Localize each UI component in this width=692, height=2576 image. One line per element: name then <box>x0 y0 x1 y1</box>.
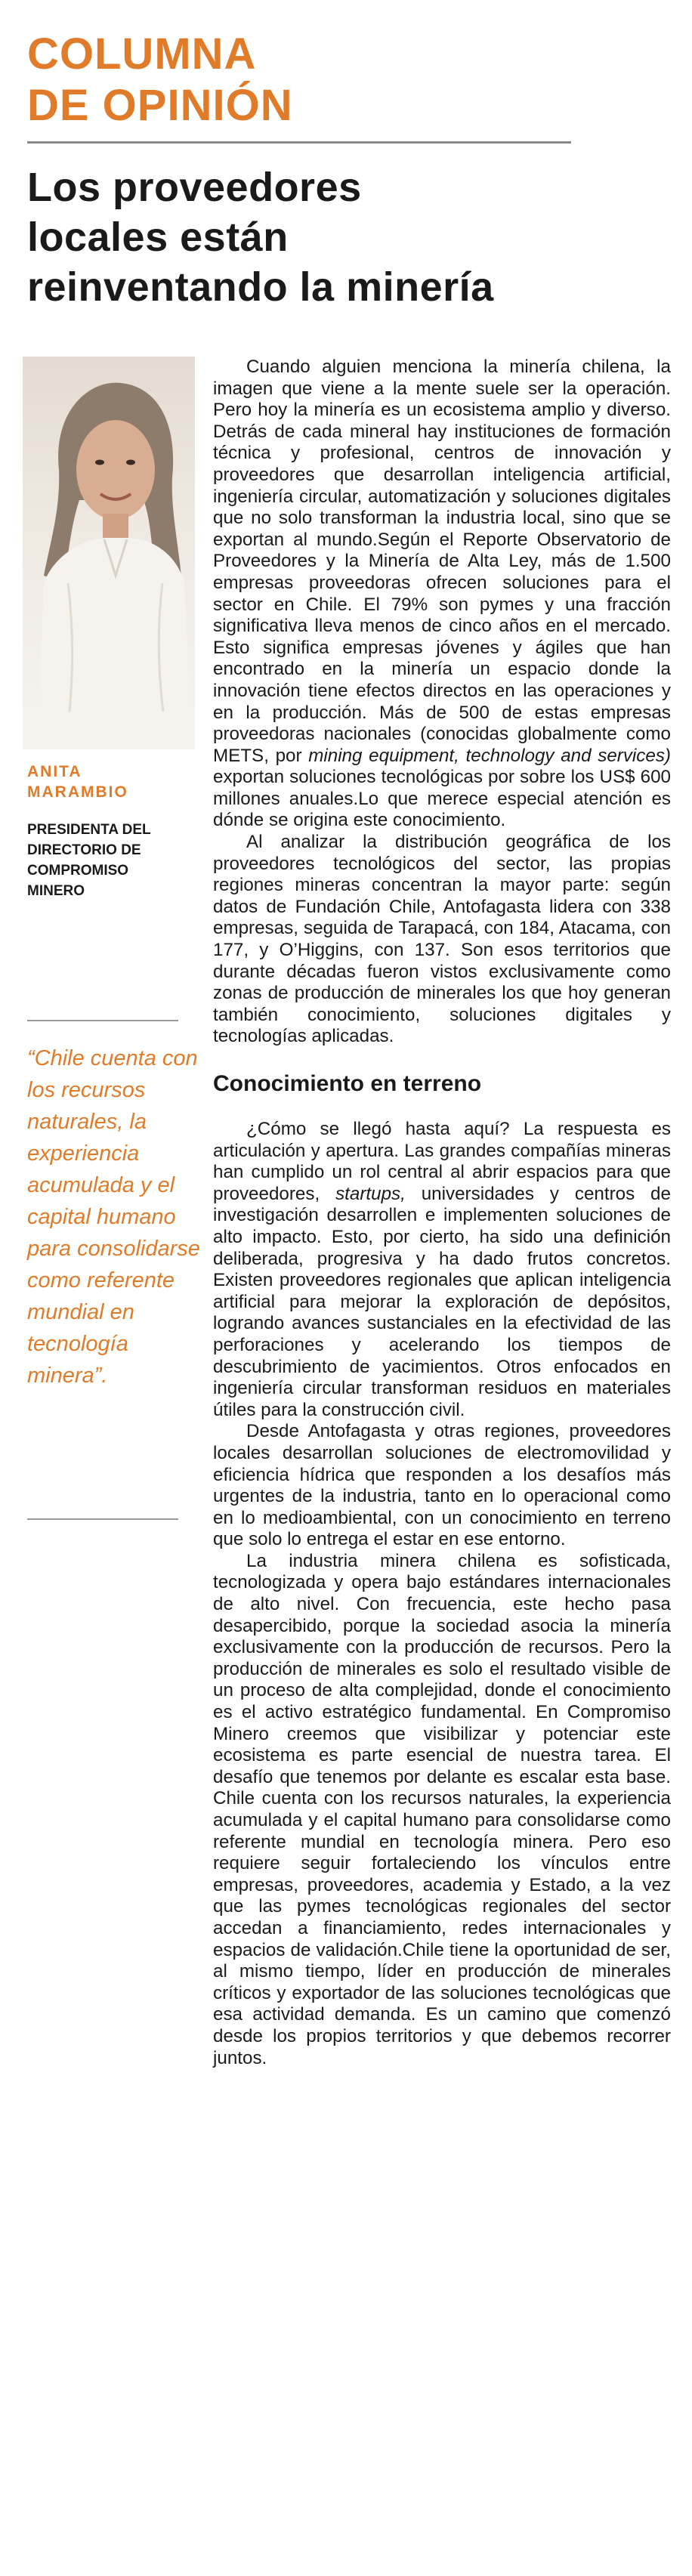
quote-divider-top <box>27 1020 178 1021</box>
article-text: exportan soluciones tecnológicas por sobre los US$ 600 millones anuales.Lo que merece especial atención es dónde se origina este conocimiento. <box>213 767 671 831</box>
author-role-line2: DIRECTORIO DE <box>27 842 141 858</box>
pull-quote: “Chile cuenta con los recursos naturales, la experiencia acumulada y el capital humano para consolidarse como referente mundial en tecnología minera”. <box>27 1046 200 1388</box>
article-text: universidades y centros de investigación desarrollen e implementen soluciones de alto impacto. Esto, por cierto, ha sido una definición deliberada, progresiva y ha dado frutos concretos. Existen proveedores regionales que aplican inteligencia artificial para mejorar la exploración de depósitos, logrando avances sustanciales en la efectividad de las perforaciones y acelerando los tiempos de descubrimiento de yacimientos. Otros enfocados en ingeniería circular transforman residuos en materiales útiles para la construcción civil. <box>213 1183 671 1420</box>
author-last-name: MARAMBIO <box>27 783 128 801</box>
author-first-name: ANITA <box>27 763 82 780</box>
article-paragraph: La industria minera chilena es sofisticada, tecnologizada y opera bajo estándares internacionales de alto nivel. Con frecuencia, este hecho pasa desapercibido, porque la sociedad asocia la minería exclusivamente con la producción de recursos. Pero la producción de minerales es solo el resultado visible de un proceso de alta complejidad, donde el conocimiento es el activo estratégico fundamental. En Compromiso Minero creemos que visibilizar y potenciar este ecosistema es parte esencial de nuestra tarea. El desafío que tenemos por delante es escalar esta base. Chile cuenta con los recursos naturales, la experiencia acumulada y el capital humano para consolidarse como referente mundial en tecnología minera. Pero eso requiere seguir fortaleciendo los vínculos entre empresas, proveedores, academia y Estado, a la vez que las pymes tecnológicas regionales del sector accedan a financiamiento, redes internacionales y espacios de validación.Chile tiene la oportunidad de ser, al mismo tiempo, líder en producción de minerales críticos y exportador de las soluciones tecnológicas que esa actividad demanda. Es un camino que comenzó desde los propios territorios y que debemos recorrer juntos. <box>213 1550 671 2068</box>
author-photo <box>23 357 195 749</box>
article-text-italic: mining equipment, technology and services) <box>308 745 671 766</box>
article-subheading: Conocimiento en terreno <box>213 1071 482 1096</box>
article-paragraph: Al analizar la distribución geográfica de los proveedores tecnológicos del sector, las propias regiones mineras concentran la mayor parte: según datos de Fundación Chile, Antofagasta lidera con 338 empresas, seguida de Tarapacá, con 184, Atacama, con 177, y O’Higgins, con 137. Son esos territorios que durante décadas fueron vistos exclusivamente como zonas de producción de minerales los que hoy generan también conocimiento, soluciones digitales y tecnologías aplicadas. <box>213 832 671 1047</box>
article-paragraph <box>213 357 671 832</box>
author-role-line1: PRESIDENTA DEL <box>27 822 151 838</box>
section-label-line2: DE OPINIÓN <box>27 81 293 130</box>
author-portrait-illustration <box>23 357 195 749</box>
author-role-line3: COMPROMISO <box>27 863 129 879</box>
author-role-line4: MINERO <box>27 883 85 899</box>
headline <box>27 162 669 312</box>
article-text: Cuando alguien menciona la minería chilena, la imagen que viene a la mente suele ser la operación. Pero hoy la minería es un ecosistema amplio y diverso. Detrás de cada mineral hay instituciones de formación técnica y profesional, centros de innovación y proveedores que desarrollan inteligencia artificial, ingeniería circular, automatización y soluciones digitales que no solo transforman la industria local, sino que se exportan al mundo.Según el Reporte Observatorio de Proveedores y la Minería de Alta Ley, más de 1.500 empresas proveedoras ofrecen soluciones para el sector en Chile. El 79% son pymes y una fracción significativa lleva menos de cinco años en el mercado. Esto significa empresas jóvenes y ágiles que han encontrado en la minería un espacio donde la innovación tiene efectos directos en las operaciones y en la producción. Más de 500 de estas empresas proveedoras nacionales (conocidas globalmente como METS, por <box>213 357 671 766</box>
author-role <box>27 820 201 901</box>
headline-line1: Los proveedores <box>27 165 362 210</box>
section-label-line1: COLUMNA <box>27 29 257 79</box>
article-paragraph: Desde Antofagasta y otras regiones, proveedores locales desarrollan soluciones de electromovilidad y eficiencia hídrica que responden a los desafíos más urgentes de la industria, tanto en lo operacional como en lo medioambiental, con un conocimiento en terreno que solo lo entrega el estar en ese entorno. <box>213 1421 671 1550</box>
article-text: ¿Cómo se llegó hasta aquí? La respuesta es articulación y apertura. Las grandes compañías mineras han cumplido un rol central al abrir espacios para que proveedores, <box>213 1119 671 1204</box>
headline-line2: locales están <box>27 215 289 260</box>
section-label <box>27 29 293 131</box>
article-paragraph <box>213 1119 671 1421</box>
quote-divider-bottom <box>27 1518 178 1520</box>
top-divider <box>27 141 571 144</box>
article-text-italic: startups, <box>335 1183 406 1204</box>
author-name <box>27 761 193 802</box>
article-body <box>213 357 671 2069</box>
headline-line3: reinventando la minería <box>27 264 494 310</box>
